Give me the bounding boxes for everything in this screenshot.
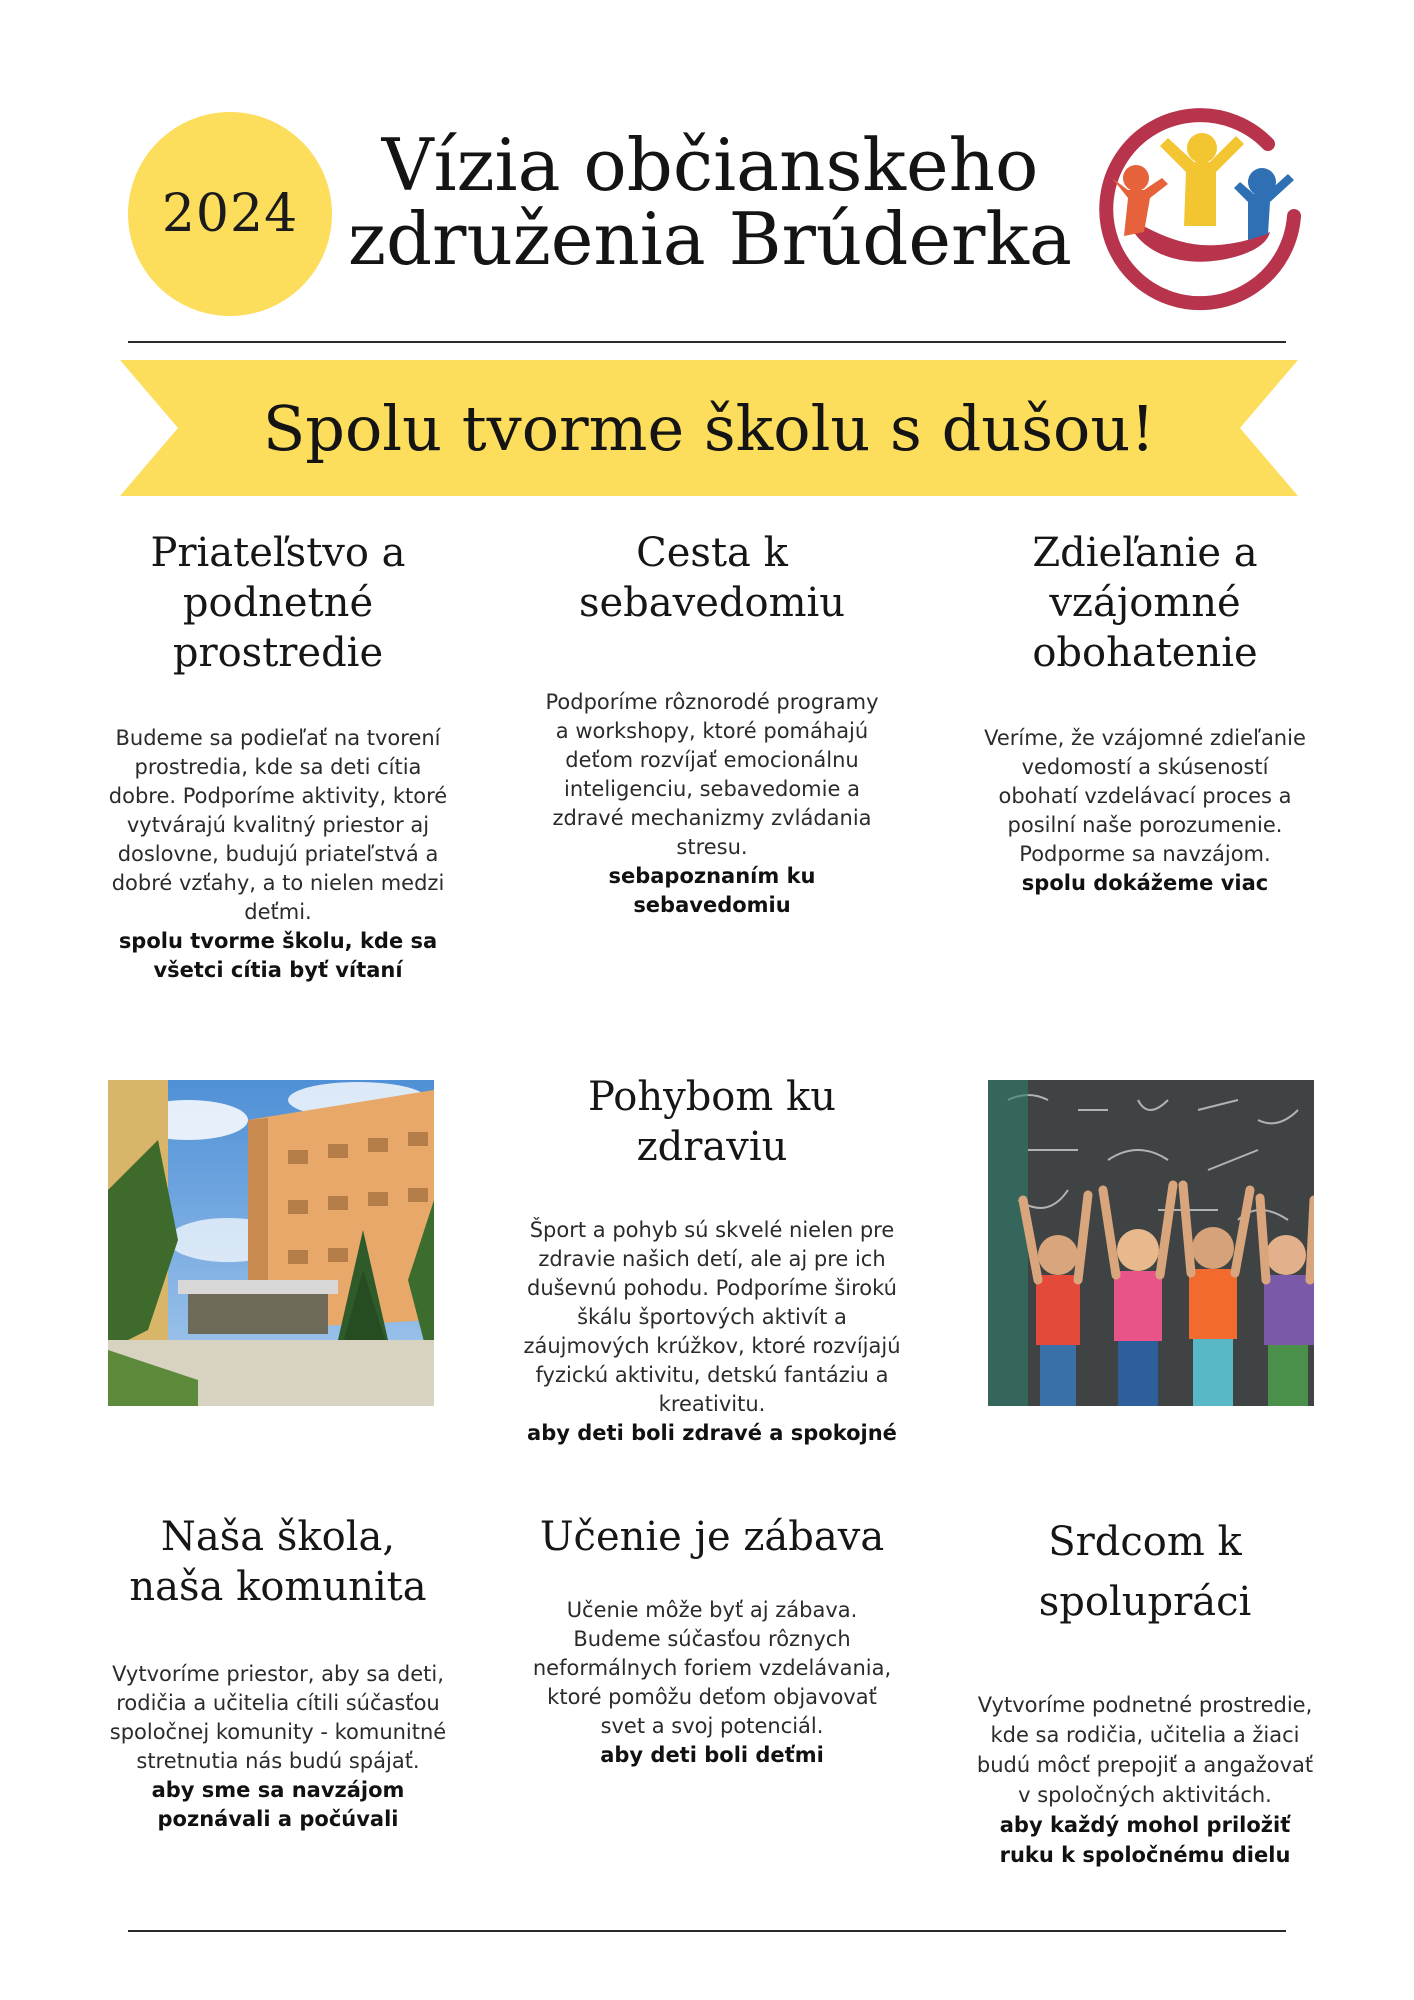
school-building-photo xyxy=(108,1080,434,1406)
section-tagline: spolu dokážeme viac xyxy=(1021,871,1269,895)
logo-figure-yellow-head xyxy=(1187,133,1217,163)
footer-divider xyxy=(128,1930,1286,1932)
year-badge xyxy=(128,112,332,316)
section-body: Šport a pohyb sú skvelé nielen pre zdravie našich detí, ale aj pre ich duševnú pohodu. Podporíme širokú škálu športových aktivít a záujmových krúžkov, ktoré rozvíjajú fyzickú aktivitu, detskú fantáziu a kreativitu. xyxy=(523,1218,901,1416)
section-tagline: aby deti boli deťmi xyxy=(600,1743,824,1767)
section-body: Vytvoríme podnetné prostredie, kde sa rodičia, učitelia a žiaci budú môcť prepojiť a angažovať v spoločných aktivitách. xyxy=(976,1693,1314,1807)
section-heading: Zdieľanie a vzájomné obohatenie xyxy=(1032,530,1258,676)
section-heading: Pohybom ku zdraviu xyxy=(587,1074,837,1170)
section-community xyxy=(108,1512,448,1834)
section-heading: Srdcom k spolupráci xyxy=(1038,1519,1252,1625)
page-title xyxy=(340,123,1080,281)
section-self-confidence xyxy=(542,528,882,920)
section-heading: Priateľstvo a podnetné prostredie xyxy=(150,530,406,676)
section-heading: Naša škola, naša komunita xyxy=(129,1514,427,1610)
section-movement xyxy=(520,1072,904,1448)
section-learning-fun xyxy=(532,1512,892,1770)
section-tagline: sebapoznaním ku sebavedomiu xyxy=(608,864,816,917)
section-heading: Cesta k sebavedomiu xyxy=(578,530,846,626)
section-friendship xyxy=(108,528,448,985)
title-line-1: Vízia občianskeho xyxy=(381,123,1039,207)
section-body: Veríme, že vzájomné zdieľanie vedomostí a skúseností obohatí vzdelávací proces a posilní naše porozumenie. Podporme sa navzájom. xyxy=(984,726,1306,866)
year-text: 2024 xyxy=(161,184,299,244)
section-body: Budeme sa podieľať na tvorení prostredia, kde sa deti cítia dobre. Podporíme aktivity, ktoré vytvárajú kvalitný priestor aj doslovne, budujú priateľstvá a dobré vzťahy, a to nielen medzi deťmi. xyxy=(108,726,448,924)
section-body: Vytvoríme priestor, aby sa deti, rodičia a učitelia cítili súčasťou spoločnej komunity - komunitné stretnutia nás budú spájať. xyxy=(109,1662,447,1773)
section-heading: Učenie je zábava xyxy=(539,1514,885,1560)
banner-text: Spolu tvorme školu s dušou! xyxy=(262,391,1156,465)
header-divider xyxy=(128,341,1286,343)
title-line-2: združenia Brúderka xyxy=(348,197,1072,281)
organization-logo xyxy=(1098,106,1304,312)
section-sharing xyxy=(975,528,1315,898)
section-tagline: aby každý mohol priložiť ruku k spoločnému dielu xyxy=(999,1813,1291,1867)
section-tagline: aby deti boli zdravé a spokojné xyxy=(527,1421,897,1445)
logo-figure-orange-head xyxy=(1123,165,1149,191)
section-cooperation xyxy=(975,1512,1315,1870)
section-body: Učenie môže byť aj zábava. Budeme súčasťou rôznych neformálnych foriem vzdelávania, ktoré pomôžu deťom objavovať svet a svoj potenciál. xyxy=(532,1598,892,1738)
section-body: Podporíme rôznorodé programy a workshopy, ktoré pomáhajú deťom rozvíjať emocionálnu inteligenciu, sebavedomie a zdravé mechanizmy zvládania stresu. xyxy=(545,690,879,859)
section-tagline: aby sme sa navzájom poznávali a počúvali xyxy=(151,1778,405,1831)
section-tagline: spolu tvorme školu, kde sa všetci cítia byť vítaní xyxy=(118,929,438,982)
kids-cheering-photo xyxy=(988,1080,1314,1406)
